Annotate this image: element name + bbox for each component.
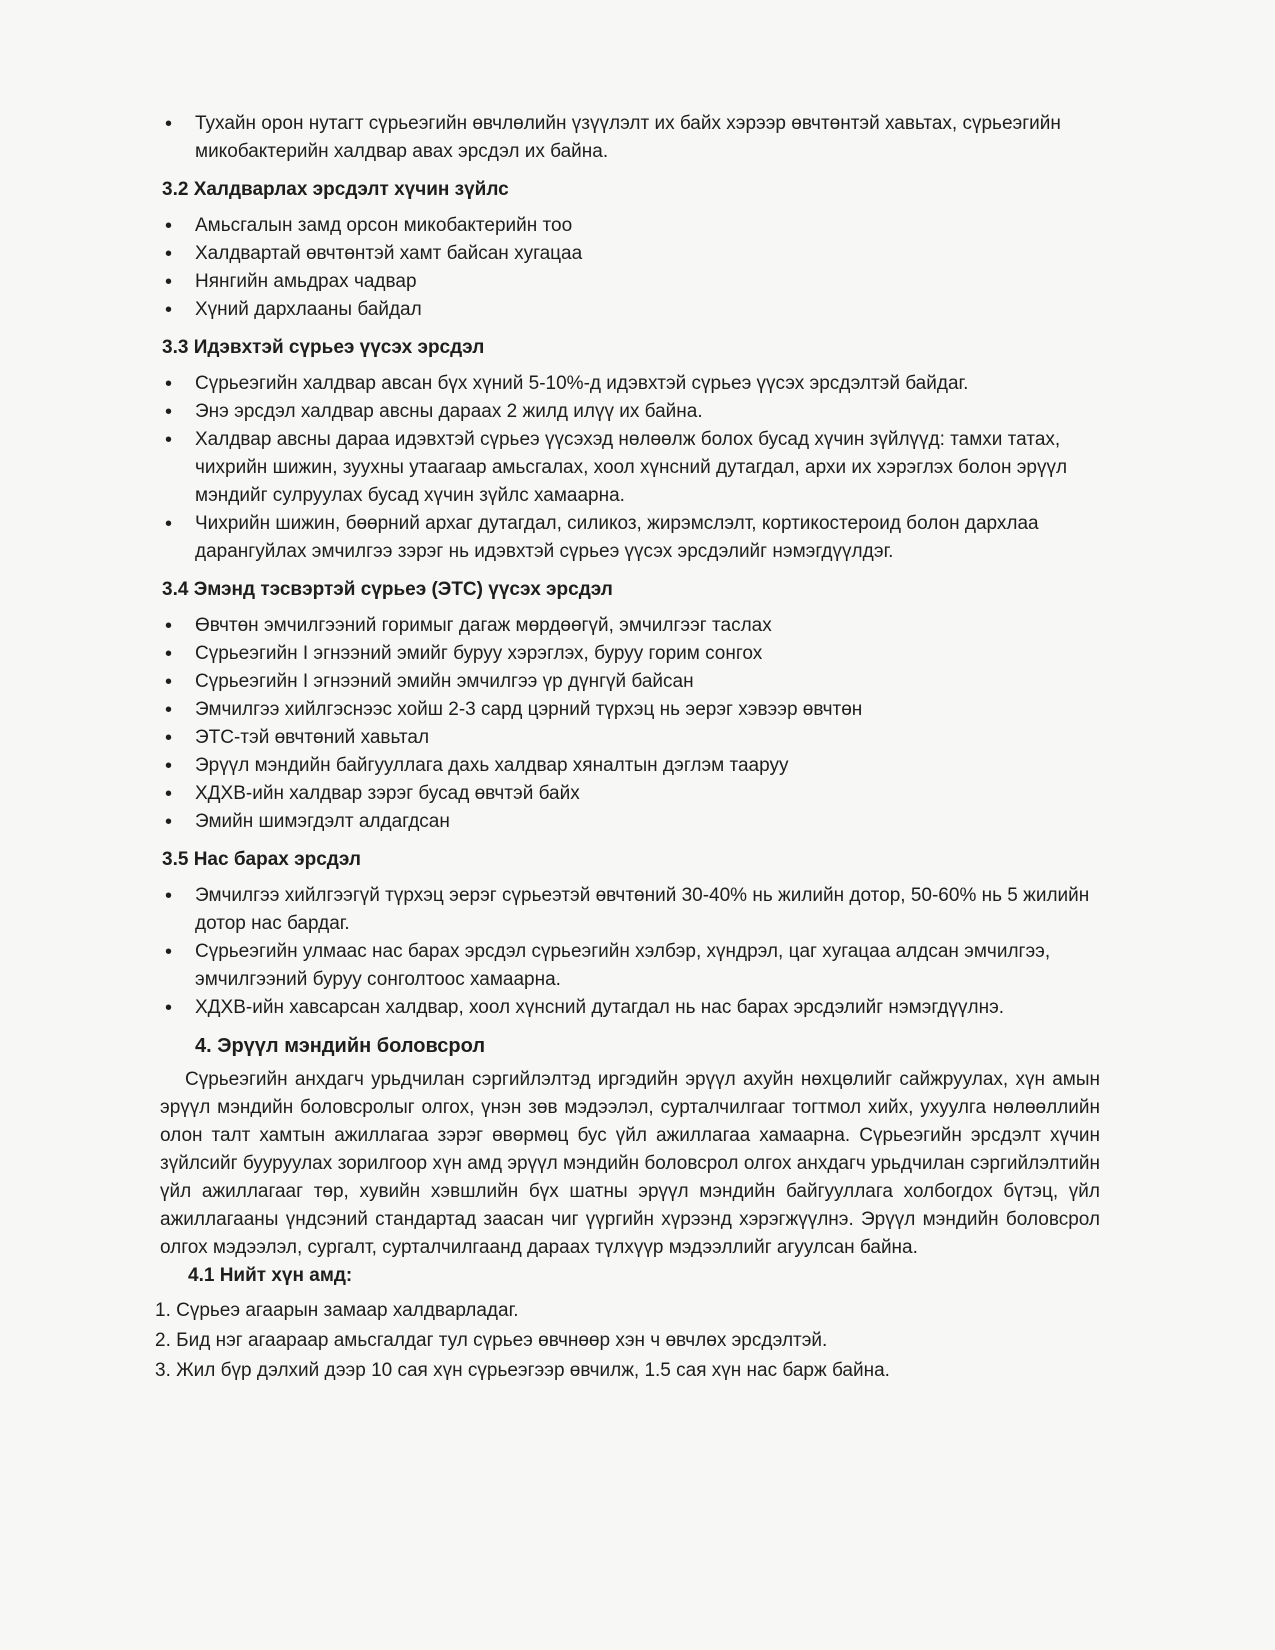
list-item: • Амьсгалын замд орсон микобактерийн тоо bbox=[150, 212, 1110, 240]
numbered-item: 3. Жил бүр дэлхий дээр 10 сая хүн сүрьеэгээр өвчилж, 1.5 сая хүн нас барж байна. bbox=[155, 1360, 890, 1381]
list-item: • Энэ эрсдэл халдвар авсны дараах 2 жилд илүү их байна. bbox=[150, 398, 1110, 426]
section-heading-3-3: 3.3 Идэвхтэй сүрьеэ үүсэх эрсдэл bbox=[162, 337, 485, 358]
section-heading-3-2: 3.2 Халдварлах эрсдэлт хүчин зүйлс bbox=[162, 179, 509, 200]
section-3-2-list bbox=[150, 212, 1110, 324]
list-item: • Эмчилгээ хийлгээгүй түрхэц эерэг сүрьеэтэй өвчтөний 30-40% нь жилийн дотор, 50-60% нь 5 жилийн дотор нас бардаг. bbox=[150, 882, 1110, 938]
list-item: • Сүрьеэгийн улмаас нас барах эрсдэл сүрьеэгийн хэлбэр, хүндрэл, цаг хугацаа алдсан эмчилгээ, эмчилгээний буруу сонголтоос хамаарна. bbox=[150, 938, 1110, 994]
list-item: • ЭТС-тэй өвчтөний хавьтал bbox=[150, 724, 1110, 752]
list-item: • Өвчтөн эмчилгээний горимыг дагаж мөрдөөгүй, эмчилгээг таслах bbox=[150, 612, 1110, 640]
list-item: • Тухайн орон нутагт сүрьеэгийн өвчлөлийн үзүүлэлт их байх хэрээр өвчтөнтэй хавьтах, сүрьеэгийн микобактерийн халдвар авах эрсдэл их байна. bbox=[150, 110, 1110, 166]
list-item: • Хүний дархлааны байдал bbox=[150, 296, 1110, 324]
list-item: • ХДХВ-ийн халдвар зэрэг бусад өвчтэй байх bbox=[150, 780, 1110, 808]
section-heading-3-4: 3.4 Эмэнд тэсвэртэй сүрьеэ (ЭТС) үүсэх эрсдэл bbox=[162, 579, 613, 600]
list-item: • Нянгийн амьдрах чадвар bbox=[150, 268, 1110, 296]
list-item: • Халдвартай өвчтөнтэй хамт байсан хугацаа bbox=[150, 240, 1110, 268]
document-body bbox=[150, 110, 1110, 1386]
section-heading-4-1: 4.1 Нийт хүн амд: bbox=[188, 1265, 353, 1286]
section-3-3-list bbox=[150, 370, 1110, 566]
section-heading-4: 4. Эрүүл мэндийн боловсрол bbox=[195, 1035, 486, 1057]
section-heading-3-5: 3.5 Нас барах эрсдэл bbox=[162, 849, 361, 870]
list-item: • Сүрьеэгийн I эгнээний эмийг буруу хэрэглэх, буруу горим сонгох bbox=[150, 640, 1110, 668]
list-item: • Сүрьеэгийн I эгнээний эмийн эмчилгээ үр дүнгүй байсан bbox=[150, 668, 1110, 696]
section-3-5-list bbox=[150, 882, 1110, 1022]
section-4-paragraph: Сүрьеэгийн анхдагч урьдчилан сэргийлэлтэд иргэдийн эрүүл ахуйн нөхцөлийг сайжруулах, хүн амын эрүүл мэндийн боловсролыг олгох, үнэн зөв мэдээлэл, сурталчилгааг тогтмол хийх, ухуулга нөлөөллийн олон талт хамтын ажиллагаа зэрэг өвөрмөц бус үйл ажиллагаа хамаарна. Сүрьеэгийн эрсдэлт хүчин зүйлсийг бууруулах зорилгоор хүн амд эрүүл мэндийн боловсрол олгох анхдагч урьдчилан сэргийлэлтийн үйл ажиллагааг төр, хувийн хэвшлийн бүх шатны эрүүл мэндийн байгууллага холбогдох бүтэц, үйл ажиллагааны үндсэний стандартад заасан чиг үүргийн хүрээнд хэрэгжүүлнэ. Эрүүл мэндийн боловсрол олгох мэдээлэл, сургалт, сурталчилгаанд дараах түлхүүр мэдээллийг агуулсан байна. bbox=[160, 1069, 1100, 1258]
numbered-item: 2. Бид нэг агаараар амьсгалдаг тул сүрьеэ өвчнөөр хэн ч өвчлөх эрсдэлтэй. bbox=[155, 1330, 828, 1351]
list-item: • Халдвар авсны дараа идэвхтэй сүрьеэ үүсэхэд нөлөөлж болох бусад хүчин зүйлүүд: тамхи татах, чихрийн шижин, зуухны утаагаар амьсгалах, хоол хүнсний дутагдал, архи их хэрэглэх болон эрүүл мэндийг сулруулах бусад хүчин зүйлс хамаарна. bbox=[150, 426, 1110, 510]
numbered-item: 1. Сүрьеэ агаарын замаар халдварладаг. bbox=[155, 1300, 519, 1321]
section-4-1-numbered-list bbox=[150, 1296, 1110, 1386]
intro-bullet-list bbox=[150, 110, 1110, 166]
list-item: • Эмийн шимэгдэлт алдагдсан bbox=[150, 808, 1110, 836]
list-item: • Сүрьеэгийн халдвар авсан бүх хүний 5-10%-д идэвхтэй сүрьеэ үүсэх эрсдэлтэй байдаг. bbox=[150, 370, 1110, 398]
section-3-4-list bbox=[150, 612, 1110, 836]
list-item: • Чихрийн шижин, бөөрний архаг дутагдал, силикоз, жирэмслэлт, кортикостероид болон дархлаа дарангуйлах эмчилгээ зэрэг нь идэвхтэй сүрьеэ үүсэх эрсдэлийг нэмэгдүүлдэг. bbox=[150, 510, 1110, 566]
list-item: • Эмчилгээ хийлгэснээс хойш 2-3 сард цэрний түрхэц нь эерэг хэвээр өвчтөн bbox=[150, 696, 1110, 724]
list-item: • ХДХВ-ийн хавсарсан халдвар, хоол хүнсний дутагдал нь нас барах эрсдэлийг нэмэгдүүлнэ. bbox=[150, 994, 1110, 1022]
list-item: • Эрүүл мэндийн байгууллага дахь халдвар хяналтын дэглэм тааруу bbox=[150, 752, 1110, 780]
